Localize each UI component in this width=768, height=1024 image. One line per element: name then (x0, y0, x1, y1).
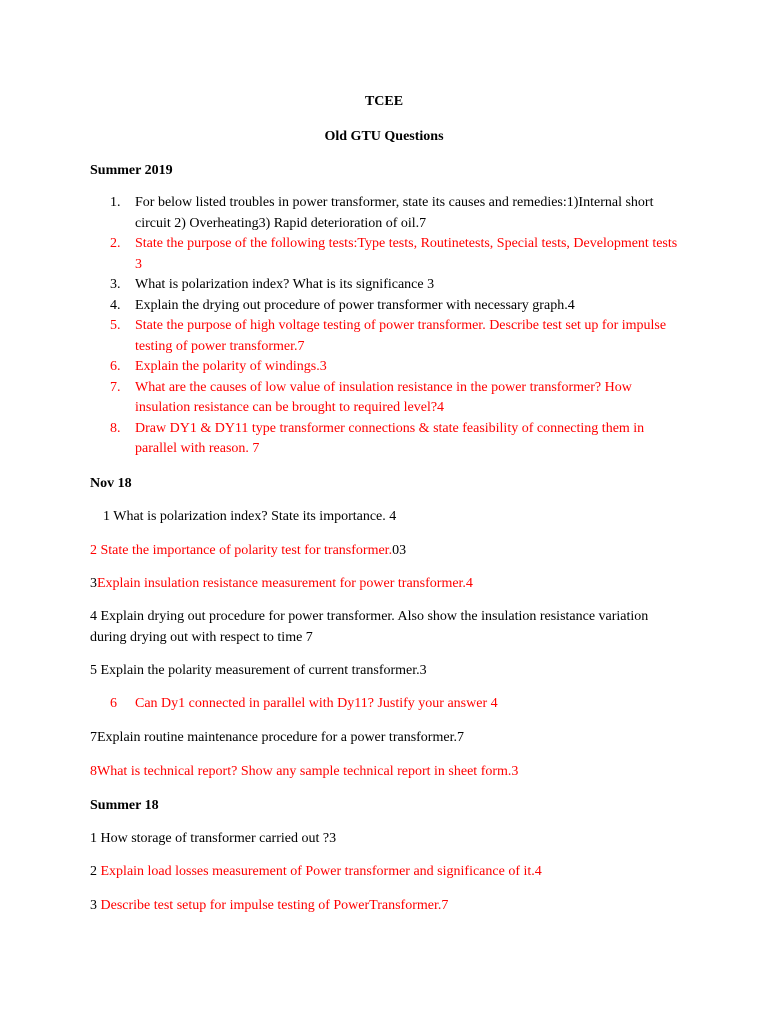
nov18-question-5: 5 Explain the polarity measurement of current transformer.3 (90, 663, 427, 678)
nov18-question-7: 7Explain routine maintenance procedure for a power transformer.7 (90, 730, 464, 745)
nov18-question-4: 4 Explain drying out procedure for power transformer. Also show the insulation resistance variation during drying out with respect to time 7 (90, 609, 649, 645)
list-item (110, 193, 680, 234)
question-number: 2. (110, 236, 121, 251)
question-number: 8. (110, 420, 121, 436)
question-marks: 03 (392, 543, 407, 558)
question-text: Explain insulation resistance measurement for power transformer.4 (97, 576, 473, 591)
question-number: 5. (110, 318, 121, 333)
summer-2019-question-list (110, 193, 680, 460)
question-text: Explain the drying out procedure of power transformer with necessary graph.4 (135, 297, 575, 313)
question-text: Describe test setup for impulse testing of PowerTransformer.7 (100, 898, 449, 913)
summer18-question-1: 1 How storage of transformer carried out ?3 (90, 831, 337, 846)
question-text: For below listed troubles in power transformer, state its causes and remedies:1)Internal short circuit 2) Overheating3) Rapid deterioration of oil.7 (135, 195, 654, 231)
document-title: TCEE (364, 94, 404, 109)
list-item (110, 316, 680, 357)
question-number: 6 (110, 696, 117, 711)
document-subtitle: Old GTU Questions (324, 129, 444, 144)
question-text: 2 State the importance of polarity test for transformer. (90, 543, 393, 558)
list-item (110, 419, 680, 460)
list-item (110, 234, 680, 275)
question-number: 2 (90, 864, 97, 879)
question-number: 7. (110, 379, 121, 395)
nov18-question-8: 8What is technical report? Show any sample technical report in sheet form.3 (90, 764, 519, 779)
question-text: Can Dy1 connected in parallel with Dy11? Justify your answer 4 (135, 696, 498, 711)
question-text: Draw DY1 & DY11 type transformer connections & state feasibility of connecting them in parallel with reason. 7 (135, 420, 645, 456)
list-item (110, 378, 680, 419)
question-number: 6. (110, 359, 121, 374)
question-text: State the purpose of high voltage testing of power transformer. Describe test set up for impulse testing of power transformer.7 (135, 318, 667, 354)
question-number: 4. (110, 297, 121, 313)
summer18-question-2 (90, 862, 680, 883)
question-text: Explain the polarity of windings.3 (135, 359, 327, 374)
nov18-question-3 (90, 574, 680, 595)
question-text: What are the causes of low value of insulation resistance in the power transformer? How insulation resistance can be brought to required level?4 (135, 379, 632, 415)
question-number: 3. (110, 277, 121, 292)
question-number: 3 (90, 576, 97, 591)
nov18-question-1: 1 What is polarization index? State its importance. 4 (103, 509, 397, 524)
list-item (110, 357, 680, 378)
list-item (110, 296, 680, 317)
section-heading-summer-2019: Summer 2019 (90, 163, 173, 178)
question-text: Explain load losses measurement of Power transformer and significance of it.4 (100, 864, 542, 879)
question-number: 3 (90, 898, 97, 913)
section-heading-summer-18: Summer 18 (90, 798, 159, 813)
nov18-question-6 (110, 694, 700, 715)
list-item (110, 275, 680, 296)
section-heading-nov-18: Nov 18 (90, 476, 132, 491)
question-text: What is polarization index? What is its significance 3 (135, 277, 435, 292)
nov18-question-2 (90, 541, 680, 562)
summer18-question-3 (90, 896, 680, 917)
question-number: 1. (110, 195, 121, 210)
question-text: State the purpose of the following tests:Type tests, Routinetests, Special tests, Development tests 3 (135, 236, 678, 272)
